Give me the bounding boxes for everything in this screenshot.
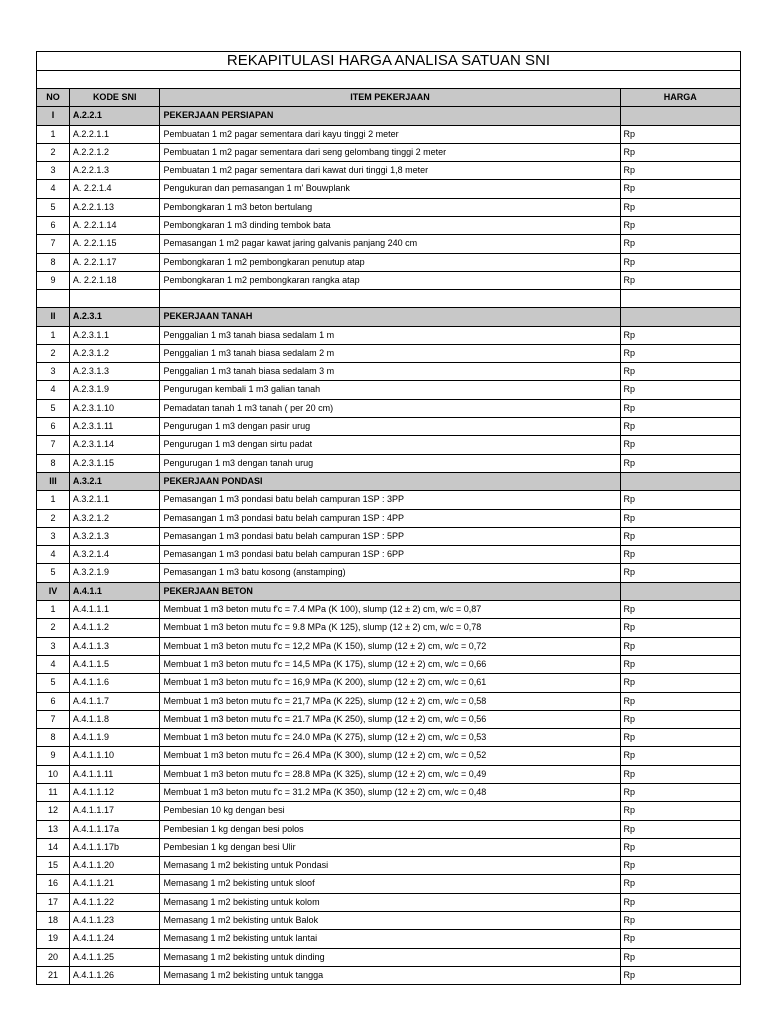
spreadsheet-sheet	[36, 51, 741, 985]
section-row	[37, 308, 741, 326]
row-item: Membuat 1 m3 beton mutu f'c = 26.4 MPa (K 300), slump (12 ± 2) cm, w/c = 0,52	[160, 747, 620, 765]
table-row	[37, 217, 741, 235]
row-item: Pembongkaran 1 m2 pembongkaran rangka atap	[160, 271, 620, 289]
row-item: Membuat 1 m3 beton mutu f'c = 31.2 MPa (K 350), slump (12 ± 2) cm, w/c = 0,48	[160, 783, 620, 801]
row-code: A. 2.2.1.18	[69, 271, 160, 289]
row-no: 8	[37, 253, 70, 271]
row-code: A.3.2.1.4	[69, 546, 160, 564]
row-item: Penggalian 1 m3 tanah biasa sedalam 3 m	[160, 363, 620, 381]
table-row	[37, 546, 741, 564]
row-price: Rp	[620, 912, 740, 930]
section-no: I	[37, 107, 70, 125]
row-code: A.2.3.1.1	[69, 326, 160, 344]
row-no: 8	[37, 454, 70, 472]
section-price-cell	[620, 472, 740, 490]
row-no: 17	[37, 893, 70, 911]
table-row	[37, 875, 741, 893]
section-title: PEKERJAAN PERSIAPAN	[160, 107, 620, 125]
row-price: Rp	[620, 857, 740, 875]
row-no: 7	[37, 436, 70, 454]
row-price: Rp	[620, 125, 740, 143]
row-price: Rp	[620, 838, 740, 856]
table-row	[37, 655, 741, 673]
row-no: 16	[37, 875, 70, 893]
row-item: Membuat 1 m3 beton mutu f'c = 12,2 MPa (K 150), slump (12 ± 2) cm, w/c = 0,72	[160, 637, 620, 655]
section-no: IV	[37, 582, 70, 600]
row-no: 13	[37, 820, 70, 838]
spacer-row	[37, 290, 741, 308]
row-code: A. 2.2.1.4	[69, 180, 160, 198]
row-no: 4	[37, 180, 70, 198]
section-title: PEKERJAAN BETON	[160, 582, 620, 600]
table-row	[37, 253, 741, 271]
header-no: NO	[37, 89, 70, 107]
row-no: 14	[37, 838, 70, 856]
row-price: Rp	[620, 527, 740, 545]
table-row	[37, 143, 741, 161]
spacer-cell	[37, 290, 70, 308]
row-code: A.4.1.1.6	[69, 674, 160, 692]
table-row	[37, 619, 741, 637]
table-row	[37, 326, 741, 344]
row-item: Pemasangan 1 m2 pagar kawat jaring galvanis panjang 240 cm	[160, 235, 620, 253]
section-price-cell	[620, 308, 740, 326]
row-item: Pemadatan tanah 1 m3 tanah ( per 20 cm)	[160, 399, 620, 417]
row-no: 8	[37, 729, 70, 747]
row-item: Pemasangan 1 m3 batu kosong (anstamping)	[160, 564, 620, 582]
table-title: REKAPITULASI HARGA ANALISA SATUAN SNI	[37, 52, 741, 71]
row-item: Memasang 1 m2 bekisting untuk sloof	[160, 875, 620, 893]
row-code: A.2.2.1.2	[69, 143, 160, 161]
row-no: 3	[37, 527, 70, 545]
section-row	[37, 107, 741, 125]
row-no: 19	[37, 930, 70, 948]
row-price: Rp	[620, 875, 740, 893]
row-code: A.4.1.1.17	[69, 802, 160, 820]
table-row	[37, 637, 741, 655]
row-code: A. 2.2.1.17	[69, 253, 160, 271]
row-no: 10	[37, 765, 70, 783]
row-item: Membuat 1 m3 beton mutu f'c = 16,9 MPa (K 200), slump (12 ± 2) cm, w/c = 0,61	[160, 674, 620, 692]
table-row	[37, 436, 741, 454]
row-code: A.4.1.1.25	[69, 948, 160, 966]
table-row	[37, 363, 741, 381]
row-price: Rp	[620, 802, 740, 820]
row-price: Rp	[620, 418, 740, 436]
row-no: 1	[37, 491, 70, 509]
row-item: Pengurugan kembali 1 m3 galian tanah	[160, 381, 620, 399]
row-price: Rp	[620, 966, 740, 984]
row-price: Rp	[620, 381, 740, 399]
row-price: Rp	[620, 509, 740, 527]
row-no: 18	[37, 912, 70, 930]
row-price: Rp	[620, 893, 740, 911]
row-item: Pemasangan 1 m3 pondasi batu belah campuran 1SP : 4PP	[160, 509, 620, 527]
section-code: A.4.1.1	[69, 582, 160, 600]
row-no: 1	[37, 125, 70, 143]
section-row	[37, 472, 741, 490]
row-code: A.2.3.1.14	[69, 436, 160, 454]
table-row	[37, 509, 741, 527]
table-row	[37, 564, 741, 582]
row-item: Pembongkaran 1 m3 dinding tembok bata	[160, 217, 620, 235]
section-code: A.2.2.1	[69, 107, 160, 125]
section-price-cell	[620, 107, 740, 125]
header-price: HARGA	[620, 89, 740, 107]
table-row	[37, 783, 741, 801]
row-code: A.4.1.1.11	[69, 765, 160, 783]
table-row	[37, 344, 741, 362]
row-code: A.4.1.1.5	[69, 655, 160, 673]
recap-table	[36, 51, 741, 985]
row-price: Rp	[620, 235, 740, 253]
section-row	[37, 582, 741, 600]
row-item: Memasang 1 m2 bekisting untuk kolom	[160, 893, 620, 911]
row-no: 11	[37, 783, 70, 801]
row-price: Rp	[620, 162, 740, 180]
row-price: Rp	[620, 217, 740, 235]
table-row	[37, 125, 741, 143]
row-price: Rp	[620, 655, 740, 673]
header-row	[37, 89, 741, 107]
table-row	[37, 710, 741, 728]
row-no: 3	[37, 363, 70, 381]
row-no: 1	[37, 601, 70, 619]
row-price: Rp	[620, 930, 740, 948]
row-item: Memasang 1 m2 bekisting untuk dinding	[160, 948, 620, 966]
row-item: Pembuatan 1 m2 pagar sementara dari seng gelombang tinggi 2 meter	[160, 143, 620, 161]
section-code: A.2.3.1	[69, 308, 160, 326]
table-row	[37, 838, 741, 856]
table-row	[37, 802, 741, 820]
row-price: Rp	[620, 948, 740, 966]
spacer-cell	[620, 290, 740, 308]
row-item: Penggalian 1 m3 tanah biasa sedalam 2 m	[160, 344, 620, 362]
row-no: 9	[37, 271, 70, 289]
row-item: Membuat 1 m3 beton mutu f'c = 24.0 MPa (K 275), slump (12 ± 2) cm, w/c = 0,53	[160, 729, 620, 747]
row-price: Rp	[620, 491, 740, 509]
row-no: 5	[37, 564, 70, 582]
section-title: PEKERJAAN TANAH	[160, 308, 620, 326]
row-code: A.4.1.1.17b	[69, 838, 160, 856]
row-no: 5	[37, 674, 70, 692]
table-row	[37, 418, 741, 436]
row-price: Rp	[620, 619, 740, 637]
row-no: 4	[37, 546, 70, 564]
table-row	[37, 912, 741, 930]
row-code: A.4.1.1.24	[69, 930, 160, 948]
row-code: A.3.2.1.2	[69, 509, 160, 527]
table-row	[37, 235, 741, 253]
row-no: 9	[37, 747, 70, 765]
row-code: A.2.3.1.9	[69, 381, 160, 399]
row-no: 2	[37, 344, 70, 362]
table-row	[37, 857, 741, 875]
row-item: Membuat 1 m3 beton mutu f'c = 7.4 MPa (K 100), slump (12 ± 2) cm, w/c = 0,87	[160, 601, 620, 619]
row-item: Pengukuran dan pemasangan 1 m' Bouwplank	[160, 180, 620, 198]
row-no: 21	[37, 966, 70, 984]
row-code: A.4.1.1.22	[69, 893, 160, 911]
row-price: Rp	[620, 692, 740, 710]
table-row	[37, 527, 741, 545]
table-row	[37, 162, 741, 180]
table-row	[37, 765, 741, 783]
row-code: A.4.1.1.21	[69, 875, 160, 893]
row-no: 2	[37, 509, 70, 527]
table-row	[37, 271, 741, 289]
row-price: Rp	[620, 344, 740, 362]
row-item: Memasang 1 m2 bekisting untuk tangga	[160, 966, 620, 984]
row-item: Membuat 1 m3 beton mutu f'c = 14,5 MPa (K 175), slump (12 ± 2) cm, w/c = 0,66	[160, 655, 620, 673]
row-item: Pembongkaran 1 m2 pembongkaran penutup atap	[160, 253, 620, 271]
row-code: A.4.1.1.8	[69, 710, 160, 728]
section-code: A.3.2.1	[69, 472, 160, 490]
row-code: A.4.1.1.10	[69, 747, 160, 765]
row-code: A.4.1.1.20	[69, 857, 160, 875]
section-title: PEKERJAAN PONDASI	[160, 472, 620, 490]
table-row	[37, 820, 741, 838]
section-no: III	[37, 472, 70, 490]
row-price: Rp	[620, 765, 740, 783]
row-price: Rp	[620, 363, 740, 381]
row-item: Pemasangan 1 m3 pondasi batu belah campuran 1SP : 6PP	[160, 546, 620, 564]
row-price: Rp	[620, 783, 740, 801]
row-code: A.3.2.1.1	[69, 491, 160, 509]
table-row	[37, 198, 741, 216]
blank-cell	[37, 71, 741, 89]
row-code: A.2.2.1.13	[69, 198, 160, 216]
row-code: A.2.3.1.10	[69, 399, 160, 417]
row-price: Rp	[620, 399, 740, 417]
row-item: Pemasangan 1 m3 pondasi batu belah campuran 1SP : 5PP	[160, 527, 620, 545]
row-no: 3	[37, 637, 70, 655]
spacer-cell	[160, 290, 620, 308]
row-item: Membuat 1 m3 beton mutu f'c = 21,7 MPa (K 225), slump (12 ± 2) cm, w/c = 0,58	[160, 692, 620, 710]
row-code: A.3.2.1.9	[69, 564, 160, 582]
table-row	[37, 674, 741, 692]
row-no: 2	[37, 619, 70, 637]
row-price: Rp	[620, 637, 740, 655]
row-item: Pembuatan 1 m2 pagar sementara dari kawat duri tinggi 1,8 meter	[160, 162, 620, 180]
row-no: 1	[37, 326, 70, 344]
header-code: KODE SNI	[69, 89, 160, 107]
table-row	[37, 930, 741, 948]
table-row	[37, 747, 741, 765]
row-price: Rp	[620, 601, 740, 619]
row-no: 7	[37, 710, 70, 728]
row-price: Rp	[620, 253, 740, 271]
row-price: Rp	[620, 820, 740, 838]
row-no: 6	[37, 217, 70, 235]
row-no: 7	[37, 235, 70, 253]
row-price: Rp	[620, 454, 740, 472]
row-code: A.4.1.1.12	[69, 783, 160, 801]
row-code: A.4.1.1.26	[69, 966, 160, 984]
row-code: A.2.3.1.2	[69, 344, 160, 362]
row-no: 15	[37, 857, 70, 875]
row-item: Membuat 1 m3 beton mutu f'c = 9.8 MPa (K 125), slump (12 ± 2) cm, w/c = 0,78	[160, 619, 620, 637]
row-no: 5	[37, 399, 70, 417]
row-price: Rp	[620, 436, 740, 454]
row-no: 3	[37, 162, 70, 180]
row-code: A.2.2.1.1	[69, 125, 160, 143]
row-item: Penggalian 1 m3 tanah biasa sedalam 1 m	[160, 326, 620, 344]
row-item: Memasang 1 m2 bekisting untuk Pondasi	[160, 857, 620, 875]
row-no: 5	[37, 198, 70, 216]
table-row	[37, 729, 741, 747]
row-item: Pengurugan 1 m3 dengan sirtu padat	[160, 436, 620, 454]
row-price: Rp	[620, 747, 740, 765]
row-item: Pembesian 10 kg dengan besi	[160, 802, 620, 820]
row-price: Rp	[620, 198, 740, 216]
row-code: A.2.3.1.3	[69, 363, 160, 381]
row-item: Pembongkaran 1 m3 beton bertulang	[160, 198, 620, 216]
row-code: A.2.3.1.11	[69, 418, 160, 436]
table-row	[37, 893, 741, 911]
table-row	[37, 966, 741, 984]
row-code: A.4.1.1.23	[69, 912, 160, 930]
row-price: Rp	[620, 729, 740, 747]
row-item: Pembesian 1 kg dengan besi Ulir	[160, 838, 620, 856]
row-no: 12	[37, 802, 70, 820]
row-item: Pembuatan 1 m2 pagar sementara dari kayu tinggi 2 meter	[160, 125, 620, 143]
row-code: A.4.1.1.9	[69, 729, 160, 747]
row-item: Memasang 1 m2 bekisting untuk Balok	[160, 912, 620, 930]
row-item: Membuat 1 m3 beton mutu f'c = 28.8 MPa (K 325), slump (12 ± 2) cm, w/c = 0,49	[160, 765, 620, 783]
row-item: Pemasangan 1 m3 pondasi batu belah campuran 1SP : 3PP	[160, 491, 620, 509]
row-no: 2	[37, 143, 70, 161]
row-price: Rp	[620, 271, 740, 289]
row-price: Rp	[620, 326, 740, 344]
row-code: A. 2.2.1.15	[69, 235, 160, 253]
row-code: A.2.2.1.3	[69, 162, 160, 180]
table-row	[37, 491, 741, 509]
row-no: 4	[37, 381, 70, 399]
row-price: Rp	[620, 674, 740, 692]
row-code: A. 2.2.1.14	[69, 217, 160, 235]
row-price: Rp	[620, 180, 740, 198]
table-row	[37, 948, 741, 966]
row-code: A.4.1.1.7	[69, 692, 160, 710]
row-no: 6	[37, 692, 70, 710]
table-row	[37, 399, 741, 417]
row-no: 4	[37, 655, 70, 673]
row-price: Rp	[620, 564, 740, 582]
row-code: A.4.1.1.1	[69, 601, 160, 619]
table-row	[37, 601, 741, 619]
row-item: Pembesian 1 kg dengan besi polos	[160, 820, 620, 838]
row-price: Rp	[620, 143, 740, 161]
table-row	[37, 381, 741, 399]
row-code: A.2.3.1.15	[69, 454, 160, 472]
table-row	[37, 692, 741, 710]
blank-row	[37, 71, 741, 89]
row-code: A.4.1.1.17a	[69, 820, 160, 838]
table-row	[37, 454, 741, 472]
section-no: II	[37, 308, 70, 326]
title-row	[37, 52, 741, 71]
row-item: Pengurugan 1 m3 dengan pasir urug	[160, 418, 620, 436]
row-item: Membuat 1 m3 beton mutu f'c = 21.7 MPa (K 250), slump (12 ± 2) cm, w/c = 0,56	[160, 710, 620, 728]
row-no: 6	[37, 418, 70, 436]
spacer-cell	[69, 290, 160, 308]
row-item: Memasang 1 m2 bekisting untuk lantai	[160, 930, 620, 948]
row-code: A.4.1.1.3	[69, 637, 160, 655]
section-price-cell	[620, 582, 740, 600]
row-item: Pengurugan 1 m3 dengan tanah urug	[160, 454, 620, 472]
table-row	[37, 180, 741, 198]
row-price: Rp	[620, 546, 740, 564]
row-code: A.4.1.1.2	[69, 619, 160, 637]
row-price: Rp	[620, 710, 740, 728]
row-no: 20	[37, 948, 70, 966]
row-code: A.3.2.1.3	[69, 527, 160, 545]
header-item: ITEM PEKERJAAN	[160, 89, 620, 107]
